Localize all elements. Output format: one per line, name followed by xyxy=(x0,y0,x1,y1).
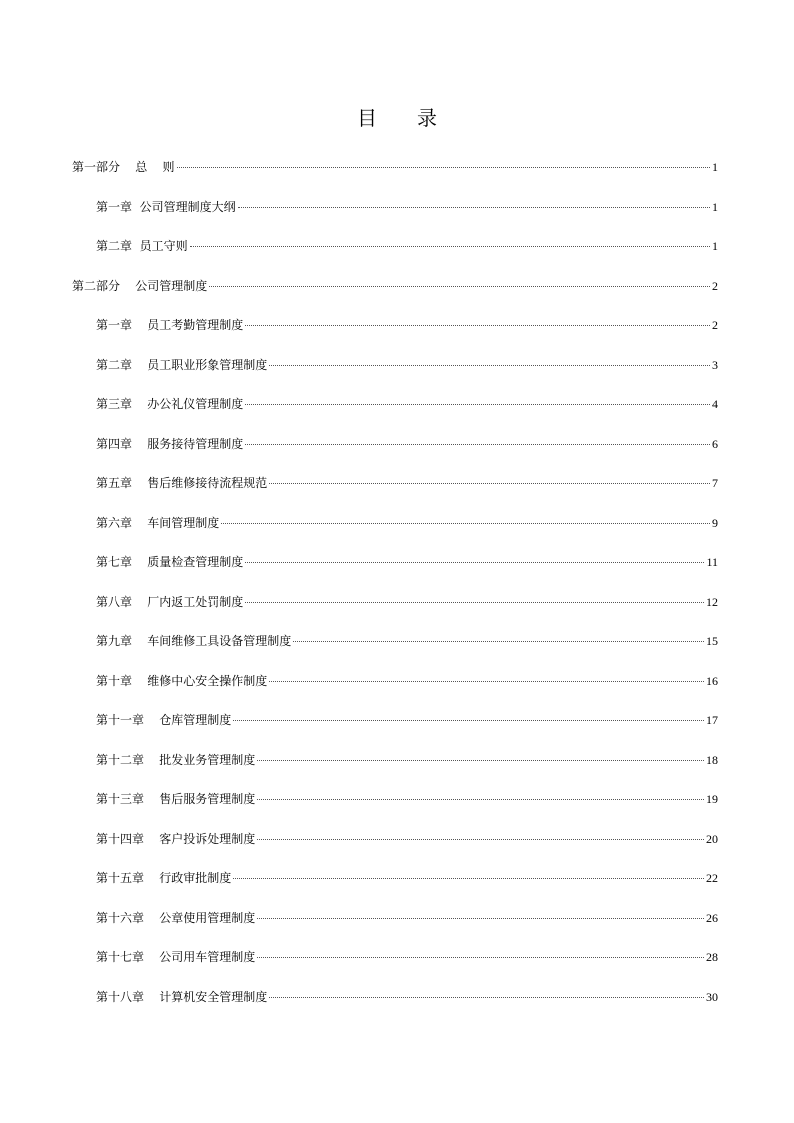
toc-chapter-entry[interactable] xyxy=(72,192,718,232)
toc-chapter-entry[interactable] xyxy=(72,942,718,982)
toc-page-number: 3 xyxy=(712,357,718,372)
toc-page-number: 2 xyxy=(712,318,718,332)
toc-part-entry[interactable] xyxy=(72,271,718,311)
toc-chapter-entry[interactable] xyxy=(72,587,718,627)
toc-page-number: 7 xyxy=(712,476,718,490)
toc-dot-leader xyxy=(233,720,704,721)
toc-chapter-entry[interactable] xyxy=(72,231,718,271)
toc-entry-label: 第二部分 公司管理制度 xyxy=(72,278,208,293)
toc-chapter-entry[interactable] xyxy=(72,429,718,469)
toc-dot-leader xyxy=(269,681,704,682)
toc-page-number: 26 xyxy=(706,910,718,925)
toc-entry-label: 第十七章 公司用车管理制度 xyxy=(96,950,256,964)
toc-chapter-entry[interactable] xyxy=(72,468,718,508)
toc-page-number: 30 xyxy=(706,989,718,1004)
toc-chapter-entry[interactable] xyxy=(72,745,718,785)
toc-chapter-entry[interactable] xyxy=(72,508,718,548)
toc-chapter-entry[interactable] xyxy=(72,824,718,864)
toc-entry-label: 第十章 维修中心安全操作制度 xyxy=(96,673,268,688)
toc-chapter-entry[interactable] xyxy=(72,666,718,706)
toc-dot-leader xyxy=(269,997,704,998)
toc-dot-leader xyxy=(257,957,704,958)
toc-dot-leader xyxy=(238,207,710,208)
toc-page-number: 1 xyxy=(712,199,718,214)
toc-chapter-entry[interactable] xyxy=(72,547,718,587)
toc-dot-leader xyxy=(209,286,710,287)
toc-dot-leader xyxy=(257,760,704,761)
toc-page-number: 12 xyxy=(706,594,718,609)
toc-page-number: 2 xyxy=(712,278,718,293)
toc-entry-label: 第十五章 行政审批制度 xyxy=(96,871,232,885)
toc-page-number: 18 xyxy=(706,752,718,767)
toc-entry-label: 第七章 质量检查管理制度 xyxy=(96,555,244,569)
toc-page-number: 15 xyxy=(706,634,718,648)
toc-dot-leader xyxy=(257,799,704,800)
toc-page-number: 1 xyxy=(712,160,718,174)
toc-page-number: 9 xyxy=(712,515,718,530)
toc-chapter-entry[interactable] xyxy=(72,350,718,390)
toc-dot-leader xyxy=(257,918,704,919)
toc-entry-label: 第九章 车间维修工具设备管理制度 xyxy=(96,634,292,648)
toc-entry-label: 第一部分 总 则 xyxy=(72,160,175,174)
toc-entry-label: 第十四章 客户投诉处理制度 xyxy=(96,831,256,846)
toc-page-number: 19 xyxy=(706,792,718,806)
toc-page-number: 20 xyxy=(706,831,718,846)
toc-dot-leader xyxy=(257,839,704,840)
toc-entry-label: 第十二章 批发业务管理制度 xyxy=(96,752,256,767)
toc-page-number: 4 xyxy=(712,397,718,411)
toc-dot-leader xyxy=(245,602,704,603)
toc-chapter-entry[interactable] xyxy=(72,389,718,429)
toc-dot-leader xyxy=(221,523,710,524)
toc-chapter-entry[interactable] xyxy=(72,626,718,666)
toc-dot-leader xyxy=(269,365,710,366)
toc-entry-label: 第十三章 售后服务管理制度 xyxy=(96,792,256,806)
toc-dot-leader xyxy=(245,562,704,563)
toc-entry-label: 第八章 厂内返工处罚制度 xyxy=(96,594,244,609)
toc-entry-label: 第五章 售后维修接待流程规范 xyxy=(96,476,268,490)
toc-page-number: 1 xyxy=(712,239,718,253)
toc-entry-label: 第一章 公司管理制度大纲 xyxy=(96,199,236,214)
toc-entry-label: 第十八章 计算机安全管理制度 xyxy=(96,989,268,1004)
toc-dot-leader xyxy=(269,483,710,484)
toc-dot-leader xyxy=(233,878,704,879)
toc-dot-leader xyxy=(245,325,710,326)
toc-chapter-entry[interactable] xyxy=(72,903,718,943)
toc-page-number: 22 xyxy=(706,871,718,885)
toc-dot-leader xyxy=(245,444,710,445)
toc-chapter-entry[interactable] xyxy=(72,784,718,824)
toc-entry-label: 第三章 办公礼仪管理制度 xyxy=(96,397,244,411)
toc-chapter-entry[interactable] xyxy=(72,705,718,745)
toc-entry-label: 第二章 员工职业形象管理制度 xyxy=(96,357,268,372)
toc-page-number: 17 xyxy=(706,713,718,727)
toc-entry-label: 第六章 车间管理制度 xyxy=(96,515,220,530)
toc-page-number: 6 xyxy=(712,436,718,451)
toc-entry-label: 第二章 员工守则 xyxy=(96,239,188,253)
toc-chapter-entry[interactable] xyxy=(72,982,718,1022)
toc-entry-label: 第十六章 公章使用管理制度 xyxy=(96,910,256,925)
toc-dot-leader xyxy=(293,641,704,642)
toc-page-number: 11 xyxy=(706,555,718,569)
toc-dot-leader xyxy=(177,167,710,168)
toc-page-number: 16 xyxy=(706,673,718,688)
toc-chapter-entry[interactable] xyxy=(72,863,718,903)
toc-page-number: 28 xyxy=(706,950,718,964)
toc-entry-label: 第四章 服务接待管理制度 xyxy=(96,436,244,451)
toc-list xyxy=(72,152,718,1021)
toc-chapter-entry[interactable] xyxy=(72,310,718,350)
toc-part-entry[interactable] xyxy=(72,152,718,192)
toc-title-char-2: 录 xyxy=(417,106,437,130)
toc-title-char-1: 目 xyxy=(357,106,377,130)
toc-dot-leader xyxy=(190,246,710,247)
toc-entry-label: 第一章 员工考勤管理制度 xyxy=(96,318,244,332)
toc-entry-label: 第十一章 仓库管理制度 xyxy=(96,713,232,727)
toc-title xyxy=(0,104,794,132)
toc-dot-leader xyxy=(245,404,710,405)
